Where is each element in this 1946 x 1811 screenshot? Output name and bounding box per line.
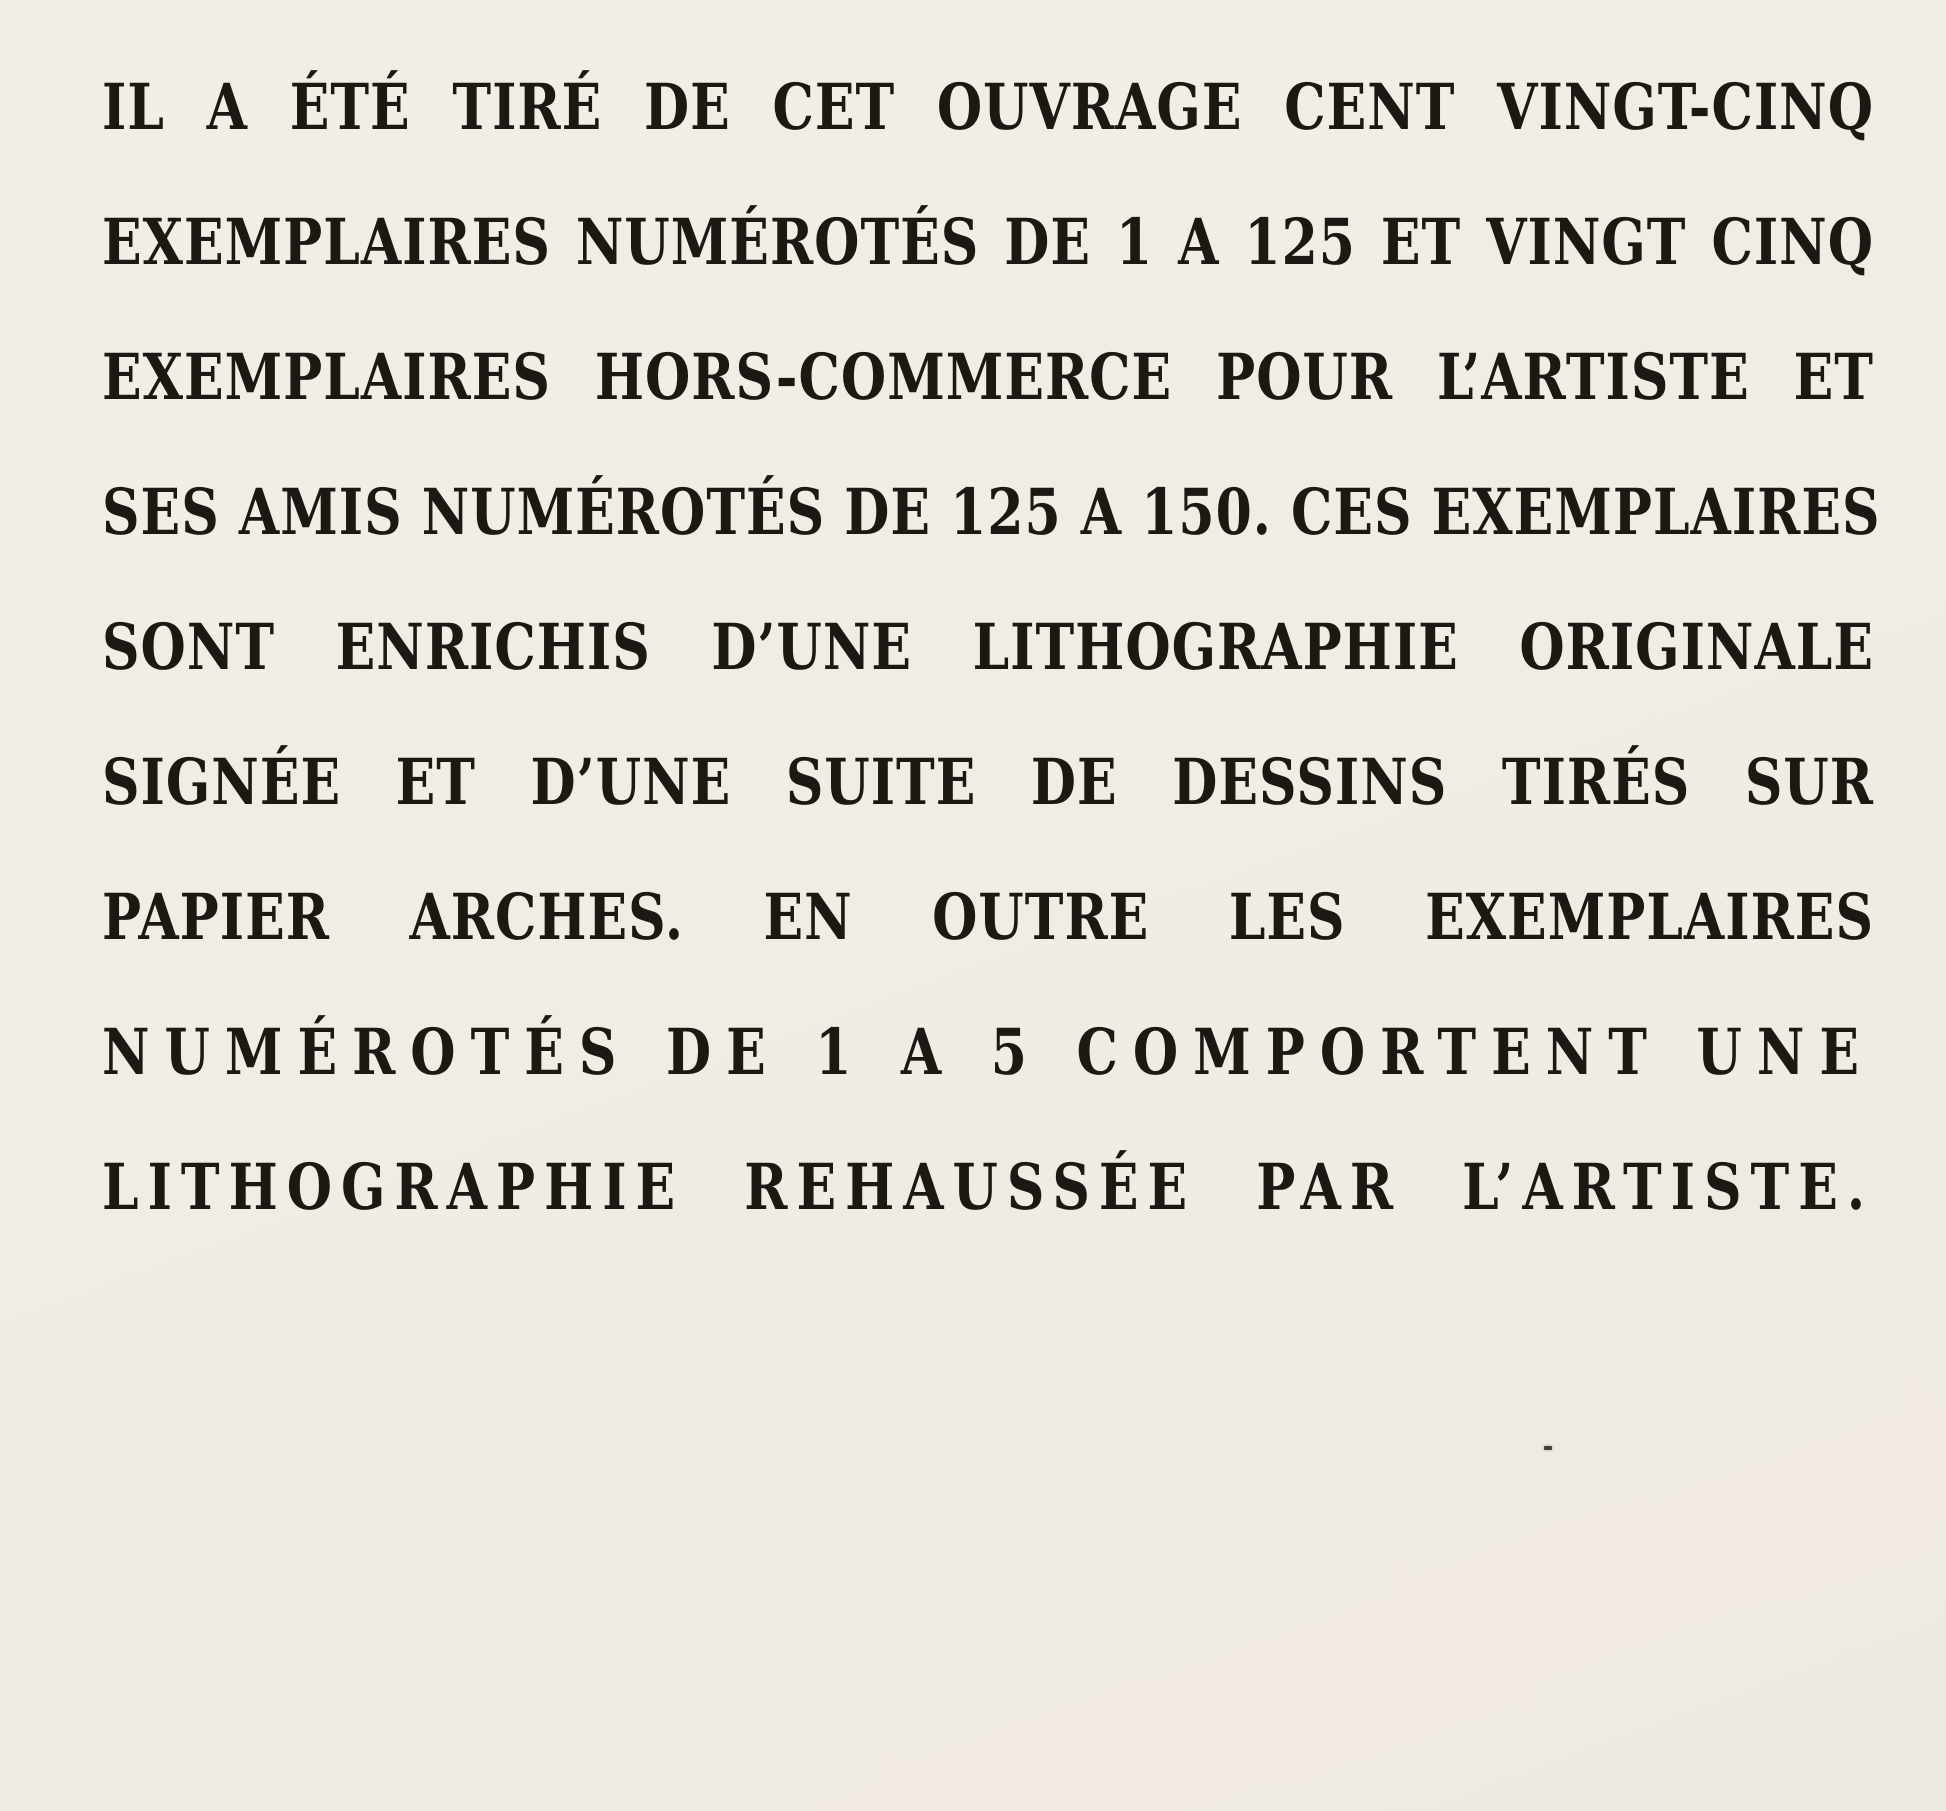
colophon-line-8: NUMÉROTÉS DE 1 A 5 COMPORTENT UNE bbox=[102, 1015, 1874, 1090]
colophon-line-3: EXEMPLAIRES HORS-COMMERCE POUR L’ARTISTE ET bbox=[102, 340, 1874, 415]
colophon-line-4: SES AMIS NUMÉROTÉS DE 125 A 150. CES EXEMPLAIRES bbox=[102, 475, 1881, 550]
colophon-line-6: SIGNÉE ET D’UNE SUITE DE DESSINS TIRÉS SUR bbox=[102, 745, 1874, 820]
colophon-line-1: IL A ÉTÉ TIRÉ DE CET OUVRAGE CENT VINGT-CINQ bbox=[102, 70, 1874, 145]
ink-speck bbox=[1544, 1446, 1552, 1450]
colophon-line-2: EXEMPLAIRES NUMÉROTÉS DE 1 A 125 ET VINGT CINQ bbox=[102, 205, 1874, 280]
colophon-line-9: LITHOGRAPHIE REHAUSSÉE PAR L’ARTISTE. bbox=[102, 1150, 1874, 1225]
colophon-text-block bbox=[102, 40, 1881, 1255]
colophon-line-7: PAPIER ARCHES. EN OUTRE LES EXEMPLAIRES bbox=[102, 880, 1874, 955]
colophon-line-5: SONT ENRICHIS D’UNE LITHOGRAPHIE ORIGINALE bbox=[102, 610, 1874, 685]
